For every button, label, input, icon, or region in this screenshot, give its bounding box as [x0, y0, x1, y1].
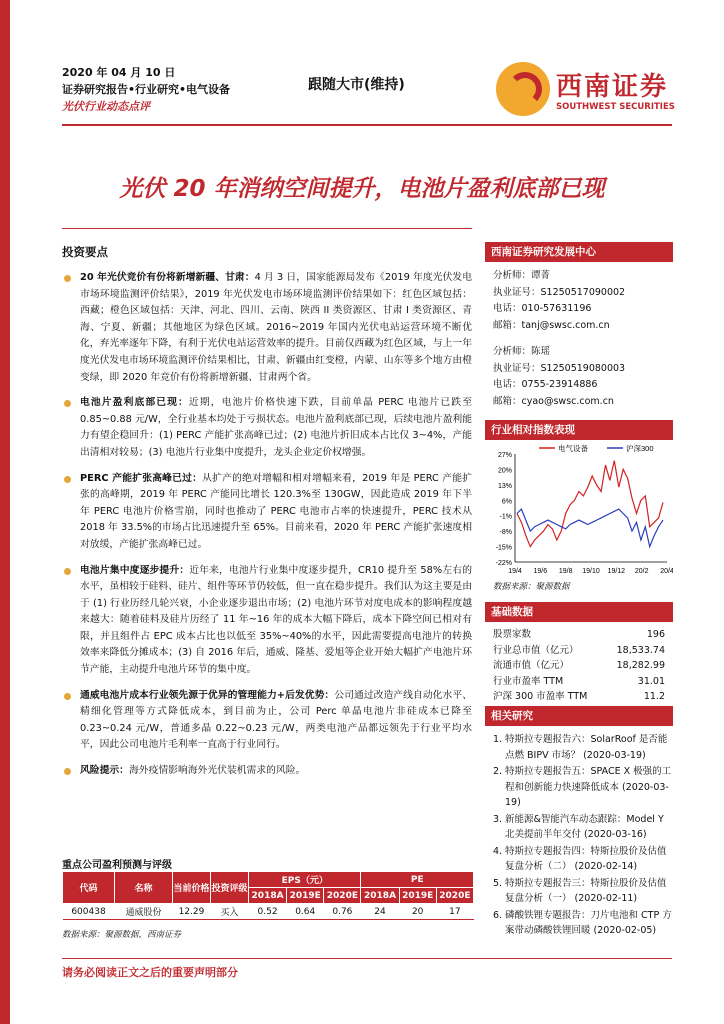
- col-year: 2018A: [361, 888, 399, 904]
- legend-label: 沪深300: [626, 444, 654, 453]
- bullet-lead: PERC 产能扩张高峰已过：: [80, 472, 203, 484]
- item-number: 4.: [493, 845, 503, 857]
- bullet-point: [62, 763, 472, 780]
- data-value: 18,282.99: [616, 660, 665, 671]
- data-key: 行业总市值（亿元）: [493, 644, 579, 656]
- related-research-box: [485, 706, 673, 940]
- sidebar-heading: 行业相对指数表现: [485, 420, 673, 440]
- item-title: 特斯拉专题报告三：特斯拉股价及估值复盘分析（一） (2020-02-11): [505, 877, 667, 904]
- y-tick-label: -15%: [495, 544, 512, 552]
- bullet-point: [62, 395, 472, 461]
- analyst-phone: 电话：010-57631196: [493, 303, 592, 314]
- forecast-heading: 重点公司盈利预测与评级: [62, 860, 172, 871]
- cell: 17: [436, 904, 473, 920]
- investment-points: [62, 244, 472, 789]
- sidebar-heading: 西南证券研究发展中心: [485, 242, 673, 262]
- legend-label: 电气设备: [558, 444, 588, 453]
- x-tick-label: 19/10: [582, 568, 600, 575]
- bullet-text: 海外疫情影响海外光伏装机需求的风险。: [128, 765, 306, 777]
- analyst-email[interactable]: 邮箱：cyao@swsc.com.cn: [493, 395, 614, 407]
- research-center-box: [485, 242, 673, 410]
- bullet-point: [62, 688, 472, 754]
- cell: 0.76: [324, 904, 361, 920]
- sidebar-heading: 相关研究: [485, 706, 673, 726]
- cell: 600438: [63, 904, 115, 920]
- analyst-name: 分析师：陈瑶: [493, 346, 551, 357]
- report-header: [62, 64, 230, 115]
- related-report-item[interactable]: [493, 876, 673, 907]
- data-key: 股票家数: [493, 629, 532, 640]
- x-tick-label: 20/2: [634, 568, 649, 575]
- x-tick-label: 19/4: [508, 568, 522, 575]
- header-divider: [62, 124, 672, 126]
- cell: 0.64: [287, 904, 324, 920]
- footer-disclaimer: 请务必阅读正文之后的重要声明部分: [62, 966, 238, 979]
- x-tick-label: 20/4: [660, 568, 673, 575]
- col-year: 2019E: [399, 888, 436, 904]
- sidebar-heading: 基础数据: [485, 602, 673, 622]
- logo-cn-text: 西南证券: [556, 72, 669, 102]
- bullet-text: 近年来，电池片行业集中度逐步提升，CR10 提升至 58%左右的水平，虽相较于硅料、硅片、组件等环节仍较低，但一直在稳步提升。我们认为这主要是由于 (1) 行业历经几轮兴衰，小企业逐步退出市场；(2) 电池片环节对度电成本的影响程度越来越大：随着硅料及硅片历经了 11 年~16 年的成本大幅下降后，成本下降空间已相对有限，并且组件占 EPC 成本占比也以低至 35%~40%的水平，因此需要提高电池片的转换效率来降低分摊成本；(3) 自 2016 年后，通威、隆基、爱旭等企业开始大幅扩产电池片环节产能，主动提升电池片环节的集中度。: [80, 564, 472, 676]
- item-title: 特斯拉专题报告四：特斯拉股价及估值复盘分析（二） (2020-02-14): [505, 845, 667, 872]
- bullet-dot-icon: [64, 476, 71, 483]
- related-report-item[interactable]: [493, 908, 673, 939]
- report-series: 光伏行业动态点评: [62, 100, 150, 113]
- section-heading: 投资要点: [62, 245, 108, 259]
- logo-en-text: SOUTHWEST SECURITIES: [556, 102, 675, 112]
- item-number: 6.: [493, 909, 503, 921]
- analyst-cert: 执业证号：S1250519080003: [493, 362, 626, 374]
- bullet-dot-icon: [64, 568, 71, 575]
- analyst-name: 分析师：谭菁: [493, 270, 551, 281]
- data-row: [485, 643, 673, 659]
- col-year: 2019E: [287, 888, 324, 904]
- data-row: [485, 689, 673, 705]
- x-tick-label: 19/6: [533, 568, 548, 575]
- chart-source: 数据来源：聚源数据: [493, 582, 570, 592]
- item-title: 磷酸铁锂专题报告：刀片电池和 CTP 方案带动磷酸铁锂回暖 (2020-02-05): [505, 909, 672, 936]
- col-pe: PE: [361, 872, 474, 888]
- performance-box: [485, 420, 673, 592]
- report-category: 证券研究报告•行业研究•电气设备: [62, 83, 231, 96]
- report-title: 光伏 20 年消纳空间提升，电池片盈利底部已现: [119, 176, 605, 202]
- forecast-source: 数据来源：聚源数据，西南证券: [62, 930, 182, 940]
- data-row: [485, 658, 673, 674]
- item-number: 3.: [493, 813, 503, 825]
- cell: 0.52: [249, 904, 287, 920]
- related-report-item[interactable]: [493, 844, 673, 875]
- col-name: 名称: [115, 872, 173, 904]
- main-divider: [62, 228, 472, 229]
- footer-divider: [62, 958, 672, 959]
- related-report-item[interactable]: [493, 764, 673, 811]
- bullet-point: [62, 563, 472, 679]
- bullet-text: 近期，电池片价格快速下跌，目前单晶 PERC 电池片已跌至 0.85~0.88 元/W，全行业基本均处于亏损状态。电池片盈利底部已现，后续电池片盈利能力有望企稳回升：(1) PERC 产能扩张高峰已过；(2) 电池片折旧成本占比仅 3~4%，产能出清相对较易；(3) 电池片行业集中度提升，龙头企业定价权增强。: [80, 397, 472, 458]
- data-value: 18,533.74: [616, 644, 665, 656]
- col-eps: EPS（元）: [249, 872, 361, 888]
- bullet-text: 从扩产的绝对增幅和相对增幅来看，2019 年是 PERC 产能扩张的高峰期，2019 年 PERC 产能同比增长 120.3%至 130GW，因此造成 2019 年下半年 PERC 电池片价格雪崩，同时也推动了 PERC 电池市占率的快速提升，PERC 技术从 2018 年 33.5%的市场占比迅速提升至 65%。目前来看，2020 年 PERC 产能扩张速度相对放缓，产能扩张高峰已过。: [80, 472, 472, 550]
- data-row: [485, 627, 673, 643]
- performance-chart: [485, 440, 673, 580]
- left-accent-bar: [0, 0, 10, 1024]
- item-title: 特斯拉专题报告五：SPACE X 极强的工程和创新能力快速降低成本 (2020-03-19): [505, 766, 672, 808]
- data-value: 31.01: [637, 675, 665, 687]
- cell: 通威股份: [115, 904, 173, 920]
- series-line: [517, 461, 663, 547]
- bullet-text: 公司通过改造产线自动化水平、精细化管理等方式降低成本，到目前为止，公司 Perc 单晶电池片非硅成本已降至 0.23~0.24 元/W，普通多晶 0.22~0.23 元/W，两类电池产品都远领先于行业平均水平，因此公司电池片毛利率一直高于行业同行。: [80, 689, 472, 751]
- bullet-lead: 电池片集中度逐步提升：: [80, 564, 190, 576]
- y-tick-label: 20%: [497, 467, 512, 475]
- bullet-dot-icon: [64, 275, 71, 282]
- data-row: [485, 674, 673, 690]
- related-report-item[interactable]: [493, 812, 673, 843]
- bullet-lead: 通威电池片成本行业领先源于优异的管理能力+后发优势：: [80, 689, 335, 701]
- item-number: 5.: [493, 877, 503, 889]
- table-row: [63, 904, 474, 920]
- x-tick-label: 19/8: [558, 568, 573, 575]
- y-tick-label: -1%: [499, 513, 512, 521]
- bullet-lead: 风险提示：: [80, 765, 129, 777]
- y-tick-label: 27%: [497, 452, 512, 459]
- item-title: 特斯拉专题报告六：SolarRoof 是否能点燃 BIPV 市场？ (2020-03-19): [505, 734, 668, 761]
- bullet-point: [62, 270, 472, 386]
- cell: 12.29: [173, 904, 211, 920]
- bullet-lead: 电池片盈利底部已现：: [80, 397, 189, 409]
- basic-data-box: [485, 602, 673, 705]
- col-year: 2018A: [249, 888, 287, 904]
- data-key: 行业市盈率 TTM: [493, 675, 564, 687]
- logo-seal-icon: [496, 62, 550, 116]
- bullet-dot-icon: [64, 768, 71, 775]
- analyst-phone: 电话：0755-23914886: [493, 379, 598, 390]
- data-value: 196: [646, 629, 665, 640]
- bullet-lead: 20 年光伏竞价有份将新增新疆、甘肃：: [80, 272, 255, 283]
- y-tick-label: 13%: [497, 482, 512, 490]
- y-tick-label: -8%: [499, 529, 512, 537]
- analyst-info: [485, 262, 673, 410]
- col-year: 2020E: [324, 888, 361, 904]
- forecast-table: [62, 871, 474, 920]
- chart-svg: [485, 440, 673, 580]
- bullet-point: [62, 471, 472, 554]
- bullet-text: 4 月 3 日，国家能源局发布《2019 年度光伏发电市场环境监测评价结果》，2019 年光伏发电市场环境监测评价结果如下：红色区域包括：西藏；橙色区域包括：天津、河北、四川、云南、陕西 II 类资源区、甘肃 I 类资源区、青海、宁夏、新疆；其他地区为绿色区域。2016~2019 年国内光伏电站运营环境不断优化，弃光率逐年下降，有利于光伏电站运营效率的提升。目前仅西藏为红色区域，与上一年度光伏发电市场环境监测评价结果相比，甘肃、新疆由红变橙，内蒙、山东等多个地方由橙变绿，即 2020 年竞价有份将新增新疆、甘肃两个省。: [80, 272, 472, 383]
- analyst-email[interactable]: 邮箱：tanj@swsc.com.cn: [493, 319, 610, 331]
- analyst-cert: 执业证号：S1250517090002: [493, 286, 626, 298]
- item-title: 新能源&智能汽车动态跟踪：Model Y 北美提前半年交付 (2020-03-16): [505, 813, 664, 840]
- bullet-dot-icon: [64, 693, 71, 700]
- cell: 24: [361, 904, 399, 920]
- related-report-item[interactable]: [493, 732, 673, 763]
- cell: 买入: [211, 904, 249, 920]
- col-price: 当前价格: [173, 872, 211, 904]
- y-tick-label: -22%: [495, 560, 512, 567]
- x-tick-label: 19/12: [607, 568, 626, 575]
- rating: 跟随大市(维持): [308, 77, 405, 93]
- col-year: 2020E: [436, 888, 473, 904]
- y-tick-label: 6%: [501, 498, 512, 506]
- item-number: 2.: [493, 766, 503, 777]
- report-date: 2020 年 04 月 10 日: [62, 66, 176, 79]
- item-number: 1.: [493, 734, 503, 745]
- data-value: 11.2: [643, 691, 665, 702]
- series-line: [517, 509, 663, 546]
- company-logo: [496, 60, 676, 120]
- col-code: 代码: [63, 872, 115, 904]
- bullet-dot-icon: [64, 400, 71, 407]
- cell: 20: [399, 904, 436, 920]
- data-key: 沪深 300 市盈率 TTM: [493, 691, 588, 702]
- col-rating: 投资评级: [211, 872, 249, 904]
- data-key: 流通市值（亿元）: [493, 660, 570, 671]
